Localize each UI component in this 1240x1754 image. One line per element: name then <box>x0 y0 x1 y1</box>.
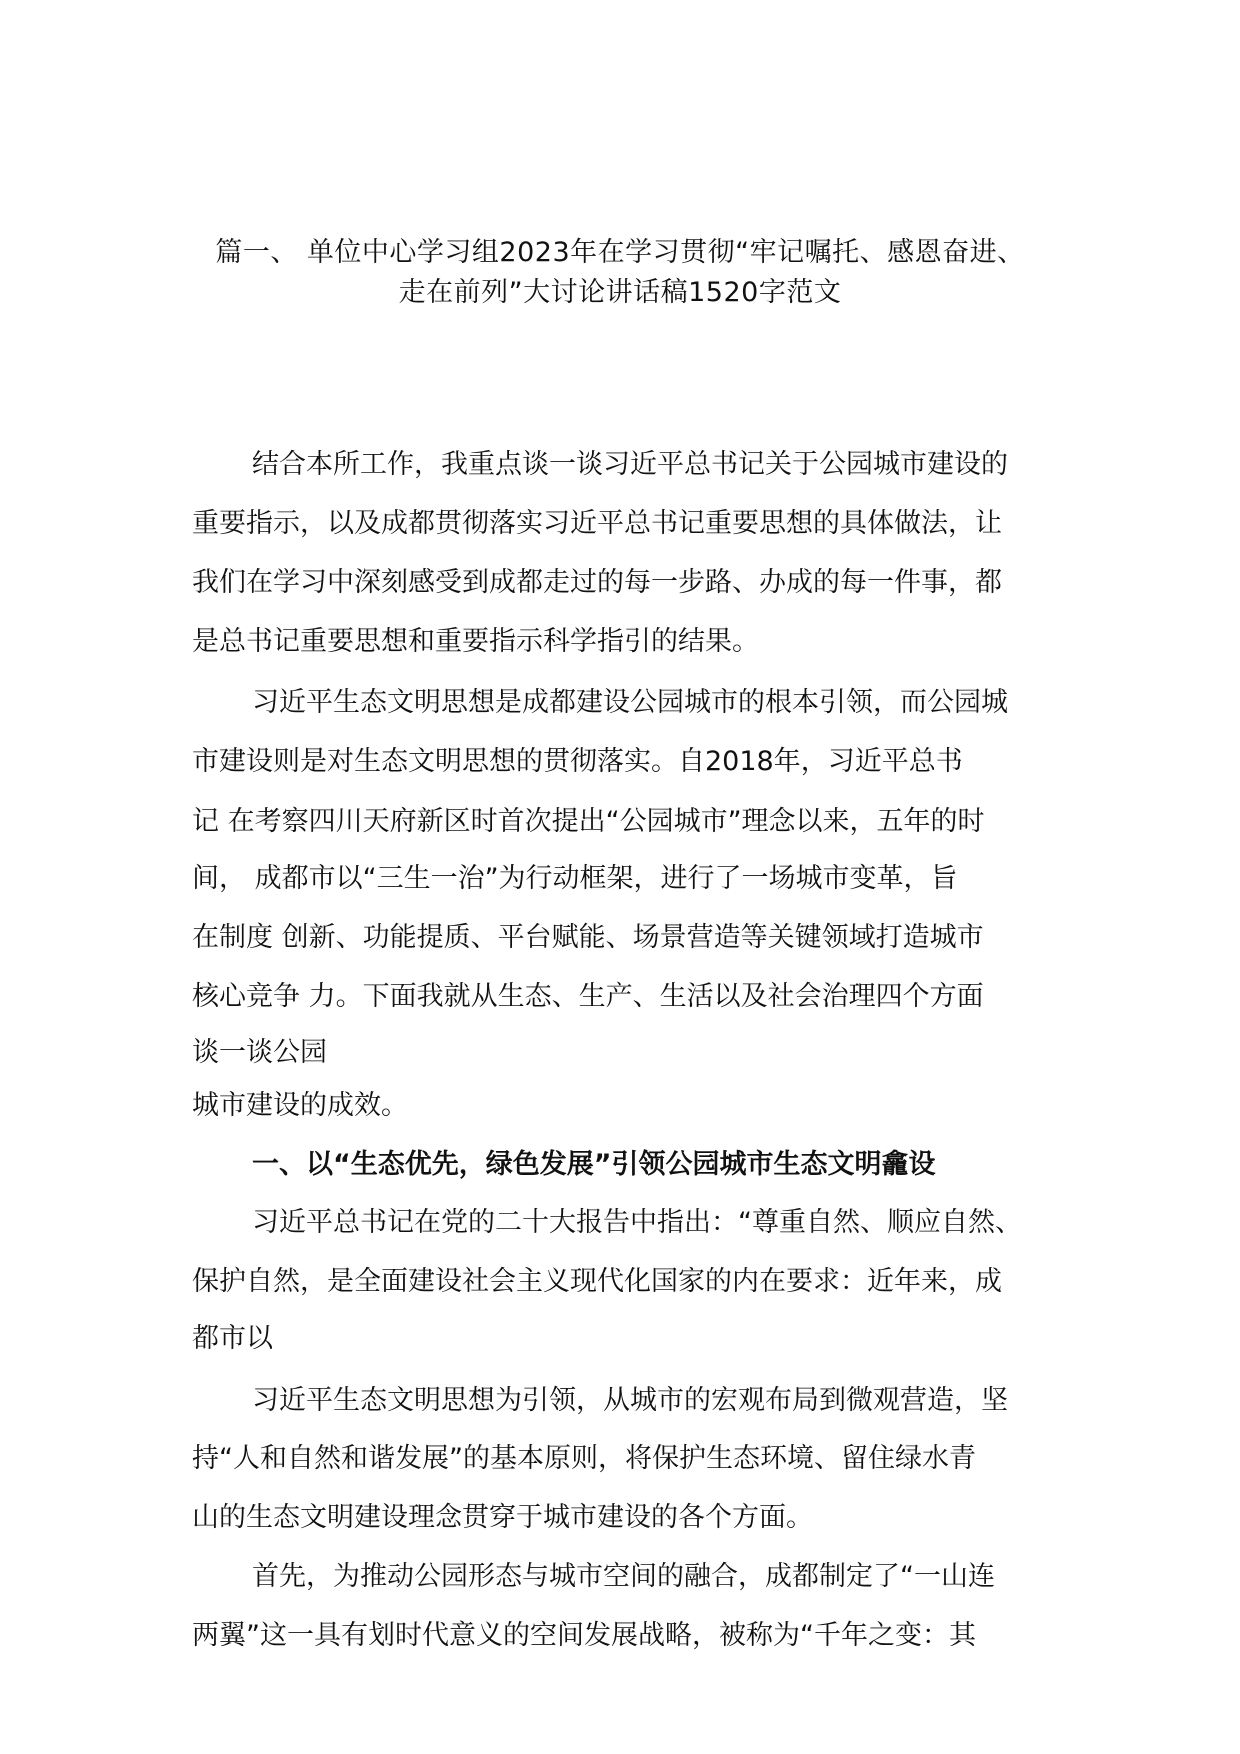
body-line: 市建设则是对生态文明思想的贯彻落实。自2018年，习近平总书 <box>192 746 963 777</box>
body-line: 首先，为推动公园形态与城市空间的融合，成都制定了“一山连 <box>252 1561 995 1592</box>
document-title-line-1: 篇一、 单位中心学习组2023年在学习贯彻“牢记嘱托、感恩奋进、 <box>215 237 1025 268</box>
body-line: 间， 成都市以“三生一治”为行动框架，进行了一场城市变革，旨 <box>192 863 958 894</box>
body-line: 我们在学习中深刻感受到成都走过的每一步路、办成的每一件事，都 <box>192 567 1002 598</box>
body-line: 记 在考察四川天府新区时首次提出“公园城市”理念以来，五年的时 <box>192 806 985 837</box>
body-line: 都市以 <box>192 1323 273 1354</box>
section-heading: 一、以“生态优先，绿色发展”引领公园城市生态文明龕设 <box>252 1149 936 1180</box>
body-line: 核心竞争 力。下面我就从生态、生产、生活以及社会治理四个方面 <box>192 981 984 1012</box>
document-title-line-2: 走在前列”大讨论讲话稿1520字范文 <box>398 277 842 308</box>
body-line: 结合本所工作，我重点谈一谈习近平总书记关于公园城市建设的 <box>252 449 1008 480</box>
body-line: 是总书记重要思想和重要指示科学指引的结果。 <box>192 626 759 657</box>
body-line: 城市建设的成效。 <box>192 1090 408 1121</box>
body-line: 习近平生态文明思想是成都建设公园城市的根本引领，而公园城 <box>252 687 1008 718</box>
body-line: 重要指示，以及成都贯彻落实习近平总书记重要思想的具体做法，让 <box>192 508 1002 539</box>
body-line: 持“人和自然和谐发展”的基本原则，将保护生态环境、留住绿水青 <box>192 1443 976 1474</box>
body-line: 习近平生态文明思想为引领，从城市的宏观布局到微观营造，坚 <box>252 1385 1008 1416</box>
body-line: 两翼”这一具有划时代意义的空间发展战略，被称为“千年之变：其 <box>192 1620 976 1651</box>
body-line: 谈一谈公园 <box>192 1037 327 1068</box>
body-line: 在制度 创新、功能提质、平台赋能、场景营造等关键领域打造城市 <box>192 922 984 953</box>
body-line: 习近平总书记在党的二十大报告中指出：“尊重自然、顺应自然、 <box>252 1207 1022 1238</box>
body-line: 保护自然，是全面建设社会主义现代化国家的内在要求：近年来，成 <box>192 1266 1002 1297</box>
body-line: 山的生态文明建设理念贯穿于城市建设的各个方面。 <box>192 1502 813 1533</box>
